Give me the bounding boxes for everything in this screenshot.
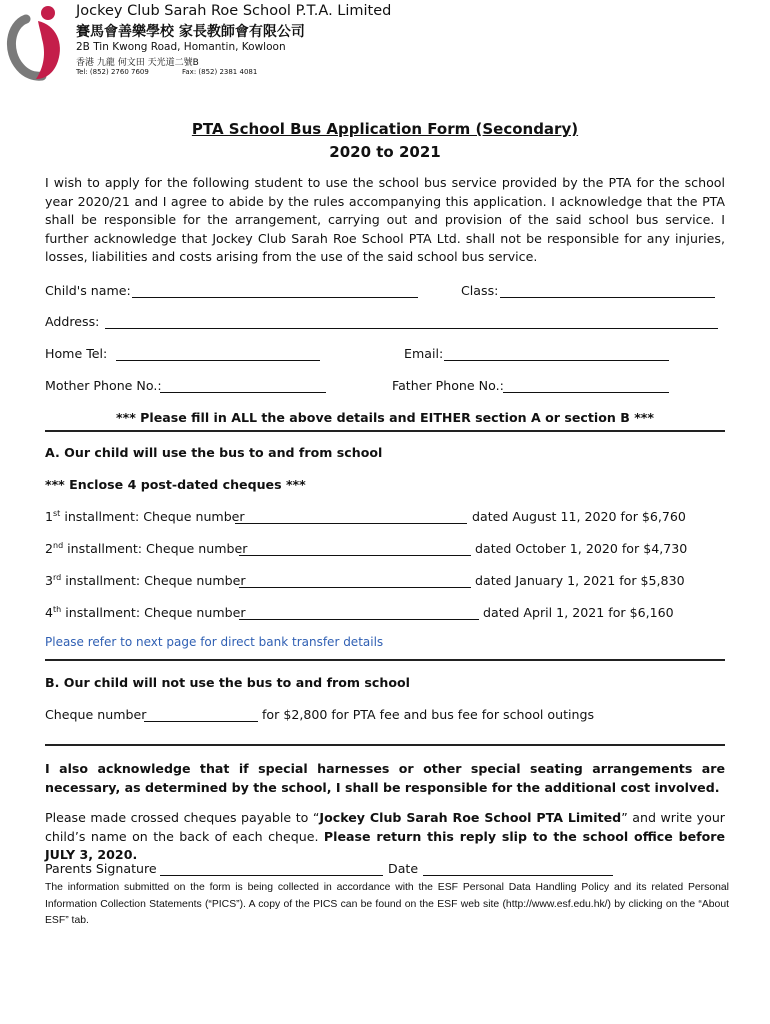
class-label: Class:: [461, 283, 499, 298]
bank-transfer-note[interactable]: Please refer to next page for direct bank transfer details: [45, 635, 384, 649]
form-year: 2020 to 2021: [329, 143, 441, 161]
installment-2-cheque-field[interactable]: [239, 555, 471, 556]
tel: Tel: (852) 2760 7609: [76, 68, 149, 76]
enclose-note: *** Enclose 4 post-dated cheques ***: [45, 477, 306, 492]
signature-field[interactable]: [160, 875, 383, 876]
mother-phone-label: Mother Phone No.:: [45, 378, 162, 393]
section-b-cheque-label: Cheque number: [45, 707, 147, 722]
org-name-en: Jockey Club Sarah Roe School P.T.A. Limited: [76, 3, 392, 19]
installment-1: 1st installment: Cheque number: [45, 509, 245, 524]
father-phone-field[interactable]: [503, 392, 669, 393]
installment-3-cheque-field[interactable]: [239, 587, 471, 588]
section-a-heading: A. Our child will use the bus to and from school: [45, 445, 383, 460]
email-field[interactable]: [444, 360, 669, 361]
date-field[interactable]: [423, 875, 613, 876]
installment-4-due: dated April 1, 2021 for $6,160: [483, 605, 674, 620]
logo-body: [36, 21, 60, 79]
address-field[interactable]: [105, 328, 718, 329]
installment-3-due: dated January 1, 2021 for $5,830: [475, 573, 685, 588]
home-tel-field[interactable]: [116, 360, 320, 361]
section-b-heading: B. Our child will not use the bus to and from school: [45, 675, 410, 690]
child-name-label: Child's name:: [45, 283, 131, 298]
date-label: Date: [388, 861, 419, 876]
form-title: PTA School Bus Application Form (Secondary): [191, 120, 579, 138]
installment-1-cheque-field[interactable]: [235, 523, 467, 524]
father-phone-label: Father Phone No.:: [392, 378, 504, 393]
logo-dot: [41, 6, 55, 20]
signature-label: Parents Signature: [45, 861, 157, 876]
email-label: Email:: [404, 346, 444, 361]
installment-3: 3rd installment: Cheque number: [45, 573, 246, 588]
payable-name: Jockey Club Sarah Roe School PTA Limited: [319, 810, 622, 825]
privacy-statement: The information submitted on the form is being collected in accordance with the ESF Personal Data Handling Policy and its related Personal Information Collection Statements (“PICS”). A copy of the PICS can be found on the ESF web site (http://www.esf.edu.hk/) by clicking on the “About ESF” tab.: [45, 882, 729, 927]
mother-phone-field[interactable]: [160, 392, 326, 393]
address-en: 2B Tin Kwong Road, Homantin, Kowloon: [76, 41, 286, 53]
installment-4: 4th installment: Cheque number: [45, 605, 246, 620]
fill-notice: *** Please fill in ALL the above details and EITHER section A or section B ***: [116, 410, 654, 425]
divider-2: [45, 659, 725, 661]
fax: Fax: (852) 2381 4081: [182, 68, 258, 76]
section-b-cheque-field[interactable]: [144, 721, 258, 722]
school-logo: [4, 3, 70, 81]
installment-1-due: dated August 11, 2020 for $6,760: [472, 509, 686, 524]
address-zh: 香港 九龍 何文田 天光道二號B: [76, 58, 199, 68]
intro-paragraph: I wish to apply for the following student to use the school bus service provided by the PTA for the school year 2020/21 and I agree to abide by the rules accompanying this application. I acknowledge that the PTA shall be responsible for the arrangement, carrying out and provision of the said school bus service. I further acknowledge that Jockey Club Sarah Roe School PTA Ltd. shall not be responsible for any injuries, losses, liabilities and costs arising from the use of the said school bus service.: [45, 175, 725, 265]
logo-arc: [11, 19, 42, 76]
return-note: Please return this reply slip to the school office before JULY 3, 2020.: [45, 828, 726, 863]
section-b-cheque-desc: for $2,800 for PTA fee and bus fee for school outings: [262, 707, 595, 722]
home-tel-label: Home Tel:: [45, 346, 108, 361]
installment-2: 2nd installment: Cheque number: [45, 541, 248, 556]
installment-4-cheque-field[interactable]: [239, 619, 479, 620]
acknowledge-paragraph: I also acknowledge that if special harnesses or other special seating arrangements are necessary, as determined by the school, I shall be responsible for the additional cost involved.: [45, 761, 725, 795]
child-name-field[interactable]: [132, 297, 418, 298]
address-label: Address:: [45, 314, 100, 329]
divider-3: [45, 744, 725, 746]
installment-2-due: dated October 1, 2020 for $4,730: [475, 541, 688, 556]
org-name-zh: 賽馬會善樂學校 家長教師會有限公司: [76, 24, 305, 40]
divider-1: [45, 430, 725, 432]
class-field[interactable]: [500, 297, 715, 298]
payable-paragraph: Please made crossed cheques payable to “Jockey Club Sarah Roe School PTA Limited” and write your child’s name on the back of each cheque. Please return this reply slip to the school office before JULY 3, 2020.: [45, 810, 726, 863]
